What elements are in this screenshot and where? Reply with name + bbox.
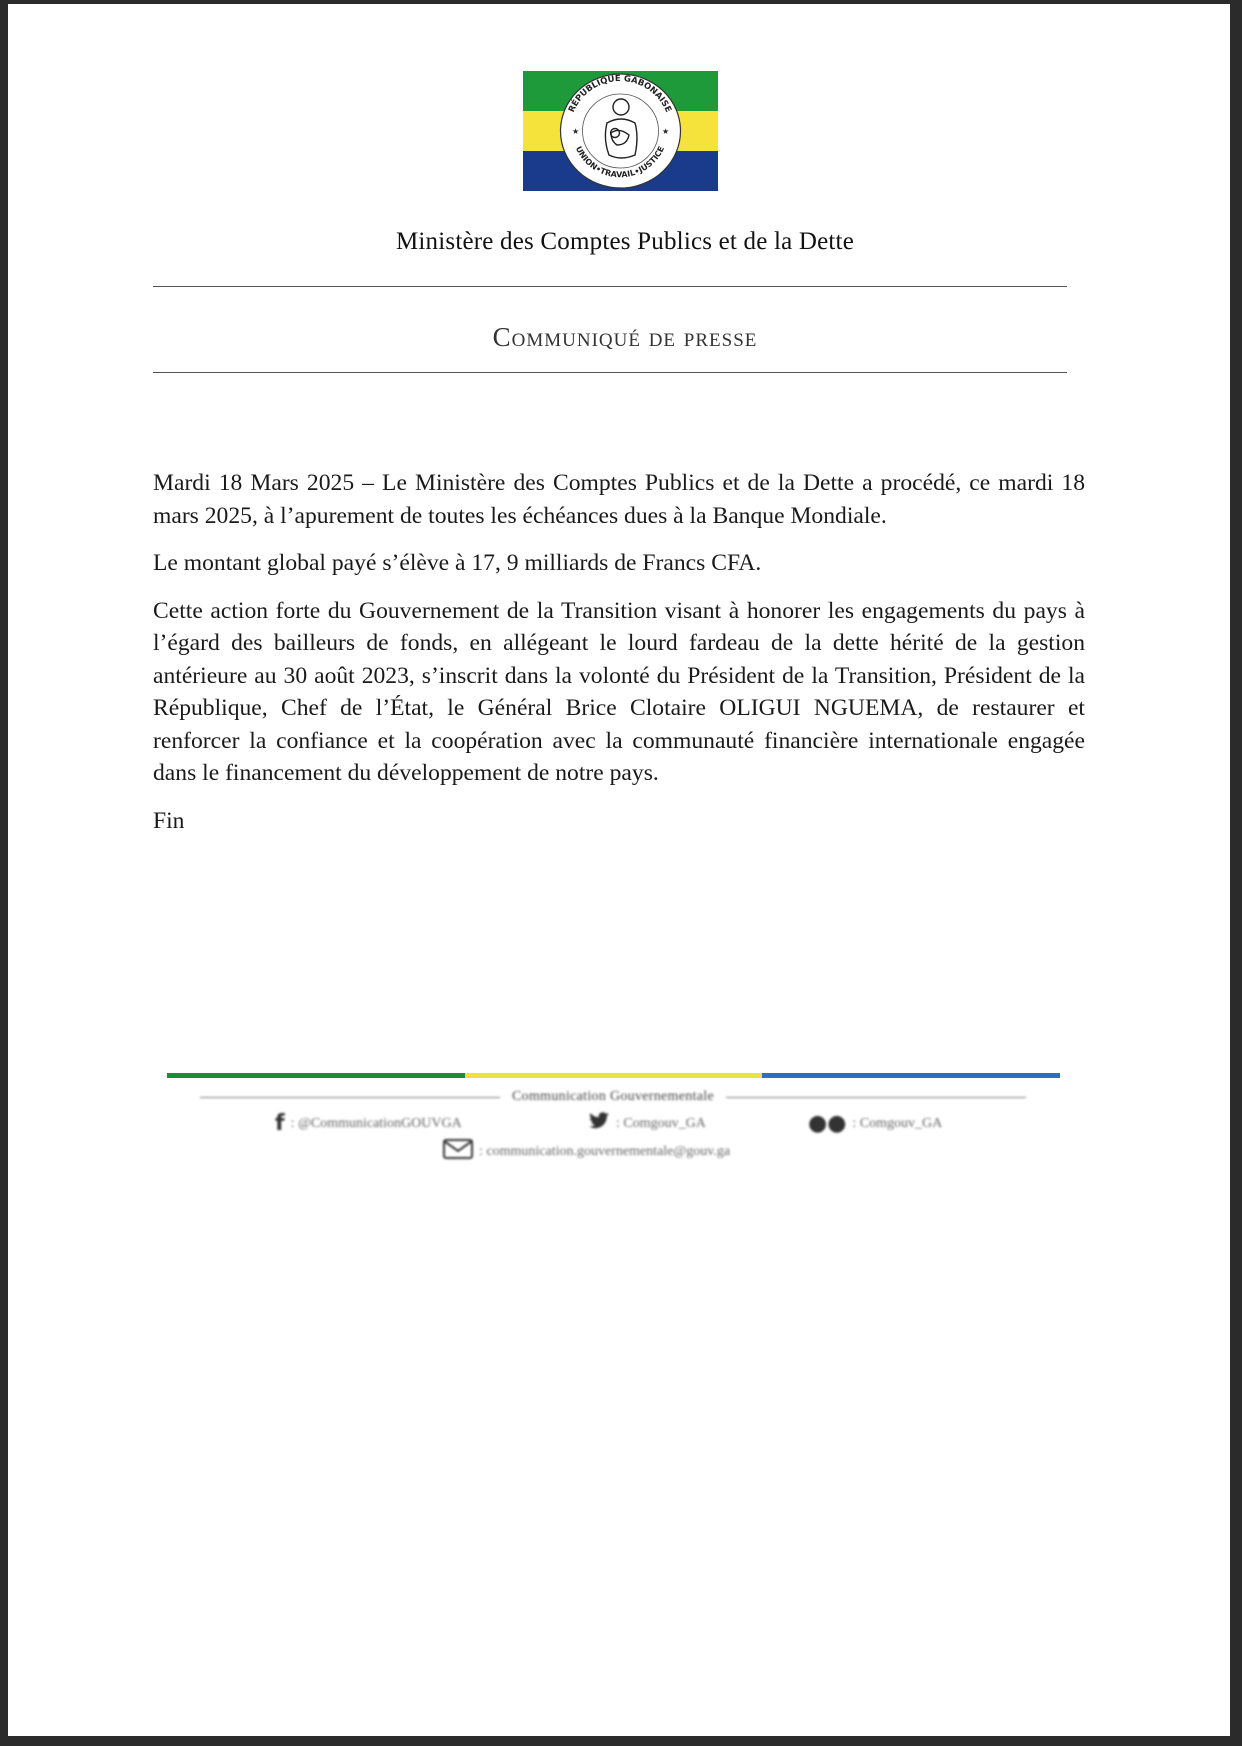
footer-color-bar [167,1073,1060,1078]
envelope-icon [443,1139,473,1165]
twitter-handle[interactable] [588,1111,706,1136]
footer-heading-row [200,1089,1026,1105]
paragraph-amount: Le montant global payé s’élève à 17, 9 milliards de Francs CFA. [153,550,762,576]
ministry-name: Ministère des Comptes Publics et de la Dette [395,228,855,255]
twitter-bird-icon [588,1111,610,1136]
document-title: Communiqué de presse [492,322,758,352]
paragraph-date-intro: Mardi 18 Mars 2025 – Le Ministère des Comptes Publics et de la Dette a procédé, ce mardi 18 mars 2025, à l’apurement de toutes les échéances dues à la Banque Mondiale. [153,470,1085,529]
flickr-dots-icon: ●● [808,1111,847,1136]
facebook-handle-text: : @CommunicationGOUVGA [290,1115,462,1131]
email-contact[interactable] [443,1139,730,1165]
email-text: : communication.gouvernementale@gouv.ga [479,1144,731,1159]
svg-text:★: ★ [572,127,580,136]
footer-heading-line-right [726,1097,1026,1098]
header-divider-bottom [153,372,1067,373]
facebook-icon: f [275,1111,285,1136]
facebook-handle[interactable] [275,1111,462,1136]
twitter-handle-text: : Comgouv_GA [616,1115,706,1131]
footer-bar-blue [762,1073,1060,1078]
paragraph-context: Cette action forte du Gouvernement de la Transition visant à honorer les engagements du pays à l’égard des bailleurs de fonds, en allégeant le lourd fardeau de la dette hérité de la gestion antérieure au 30 août 2023, s’inscrit dans la volonté du Président de la Transition, Président de la République, Chef de l’État, le Général Brice Clotaire OLIGUI NGUEMA, de restaurer et renforcer la confiance et la coopération avec la communauté financière internationale engagée dans le financement du développement de notre pays. [153,597,1085,786]
svg-text:★: ★ [662,127,670,136]
flickr-handle-text: : Comgouv_GA [852,1115,943,1131]
svg-text:RÉPUBLIQUE GABONAISE: RÉPUBLIQUE GABONAISE [566,73,674,115]
press-release-body [153,467,1085,852]
paragraph-end: Fin [153,807,185,834]
header-divider-top [153,286,1067,287]
gabon-emblem-icon [523,71,718,191]
svg-text:UNION•TRAVAIL•JUSTICE: UNION•TRAVAIL•JUSTICE [573,144,667,180]
footer-bar-yellow [465,1073,763,1078]
republic-emblem-logo [523,71,718,191]
footer-heading-line-left [200,1097,500,1098]
footer-bar-green [167,1073,465,1078]
flickr-handle[interactable] [808,1111,942,1136]
footer-heading: Communication Gouvernementale [512,1089,714,1104]
